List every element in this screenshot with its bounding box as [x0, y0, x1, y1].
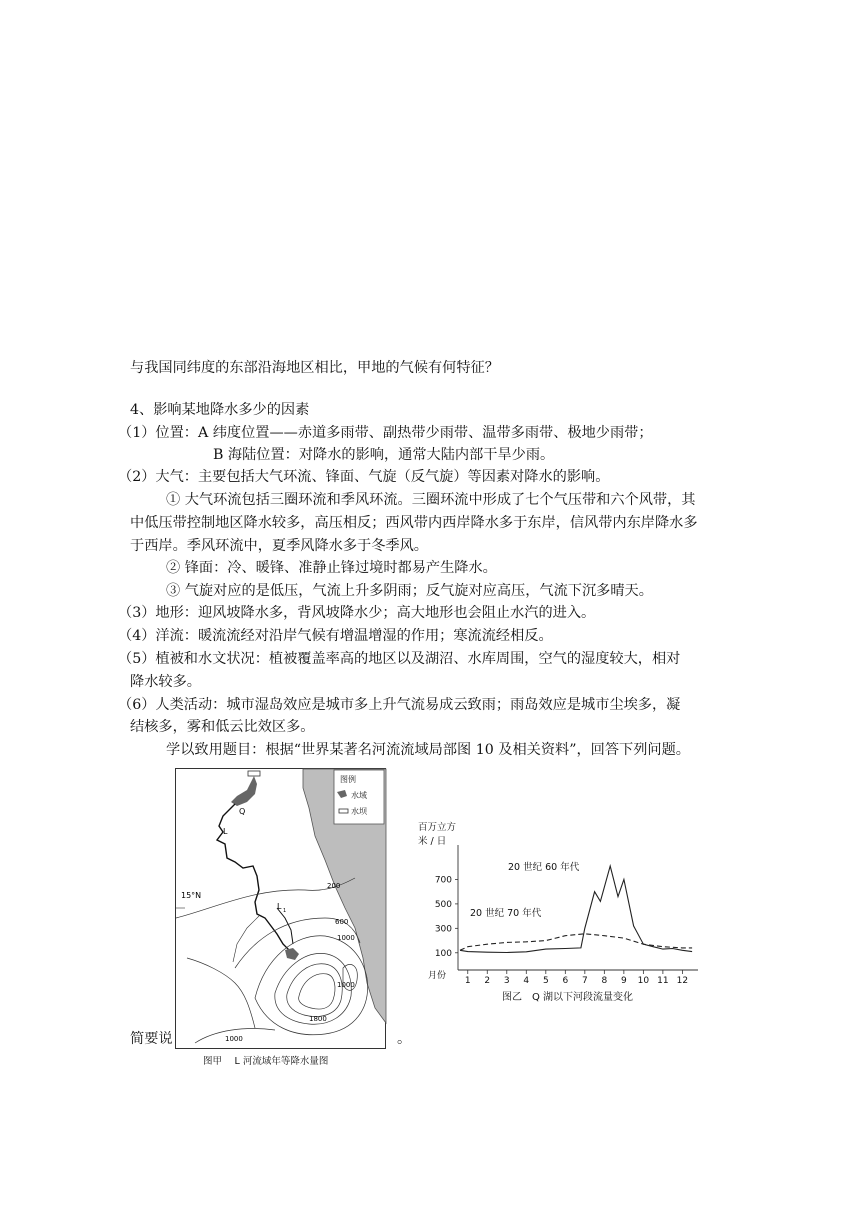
legend-water-label: 水域	[351, 791, 367, 800]
chart-xtick-label: 10	[637, 976, 650, 986]
para-2-1a: ① 大气环流包括三圈环流和季风环流。三圈环流中形成了七个气压带和六个风带，其	[166, 492, 696, 508]
series-label-60s: 20 世纪 60 年代	[508, 862, 580, 873]
label-1800: 1800	[309, 1015, 327, 1023]
chart-xtick-label: 3	[503, 976, 510, 986]
brief-left-text: 简要说	[130, 1031, 173, 1047]
chart-xtick-label: 5	[542, 976, 549, 986]
chart-xtick-label: 2	[484, 976, 491, 986]
legend-title: 图例	[340, 775, 356, 784]
apply-question: 学以致用题目：根据“世界某著名河流流域局部图 10 及相关资料”，回答下列问题。	[166, 742, 690, 758]
question-text: 与我国同纬度的东部沿海地区相比，甲地的气候有何特征？	[130, 360, 499, 376]
chart-xtick-label: 4	[523, 976, 530, 986]
para-2-2: ② 锋面：冷、暖锋、准静止锋过境时都易产生降水。	[166, 560, 497, 576]
label-200: 200	[327, 882, 341, 890]
para-5a: （5）植被和水文状况：植被覆盖率高的地区以及湖沼、水库周围，空气的湿度较大，相对	[118, 651, 681, 667]
chart-ylabel-2: 米 / 日	[418, 836, 447, 847]
label-q: Q	[239, 807, 246, 816]
chart-ytick-label: 500	[434, 899, 452, 910]
section-heading: 4、影响某地降水多少的因素	[130, 402, 310, 418]
series-label-70s: 20 世纪 70 年代	[470, 908, 542, 919]
para-3: （3）地形：迎风坡降水多，背风坡降水少；高大地形也会阻止水汽的进入。	[118, 605, 596, 621]
chart-ytick-label: 100	[434, 948, 452, 959]
precipitation-map	[175, 768, 387, 1050]
para-2: （2）大气：主要包括大气环流、锋面、气旋（反气旋）等因素对降水的影响。	[118, 469, 610, 485]
dam-mark	[248, 771, 260, 776]
para-1b: B 海陆位置：对降水的影响，通常大陆内部干旱少雨。	[213, 447, 555, 463]
para-2-1b: 中低压带控制地区降水较多，高压相反；西风带内西岸降水多于东岸，信风带内东岸降水多	[130, 515, 698, 531]
legend-dam-swatch	[339, 809, 348, 813]
label-1000c: 1000	[225, 1035, 243, 1043]
para-2-3: ③ 气旋对应的是低压，气流上升多阴雨；反气旋对应高压，气流下沉多晴天。	[166, 583, 653, 599]
label-l1-sub: 1	[283, 908, 287, 914]
label-600: 600	[335, 918, 349, 926]
para-5b: 降水较多。	[130, 674, 201, 690]
label-15n: 15°N	[181, 891, 202, 900]
para-6b: 结核多，雾和低云比效区多。	[130, 719, 315, 735]
label-l1: L	[277, 902, 282, 911]
para-1a: （1）位置：A 纬度位置——赤道多雨带、副热带少雨带、温带多雨带、极地少雨带；	[118, 425, 653, 441]
chart-ytick-label: 300	[434, 924, 452, 935]
chart-xtick-label: 6	[562, 976, 569, 986]
chart-ylabel-1: 百万立方	[418, 822, 457, 833]
chart-xtick-label: 12	[676, 976, 689, 986]
chart-xtick-label: 7	[581, 976, 588, 986]
chart-xtick-label: 8	[601, 976, 608, 986]
chart-xlabel: 月份	[428, 971, 447, 981]
chart-ytick-label: 700	[434, 875, 452, 886]
label-1000b: 1000	[337, 981, 355, 989]
label-1000a: 1000	[337, 934, 355, 942]
flow-chart	[410, 815, 710, 1010]
para-2-1c: 于西岸。季风环流中，夏季风降水多于冬季风。	[130, 538, 428, 554]
brief-right-text: 。	[397, 1031, 412, 1047]
chart-xtick-label: 9	[620, 976, 627, 986]
para-6a: （6）人类活动：城市湿岛效应是城市多上升气流易成云致雨；雨岛效应是城市尘埃多，凝	[118, 697, 681, 713]
map-caption: 图甲 L 河流域年等降水量图	[203, 1056, 329, 1067]
label-l: L	[223, 827, 228, 836]
chart-xtick-label: 11	[657, 976, 669, 986]
chart-title: 图乙 Q 湖以下河段流量变化	[502, 992, 634, 1003]
chart-xtick-label: 1	[464, 976, 471, 986]
legend-dam-label: 水坝	[351, 807, 367, 816]
para-4: （4）洋流：暖流流经对沿岸气候有增温增湿的作用；寒流流经相反。	[118, 628, 553, 644]
